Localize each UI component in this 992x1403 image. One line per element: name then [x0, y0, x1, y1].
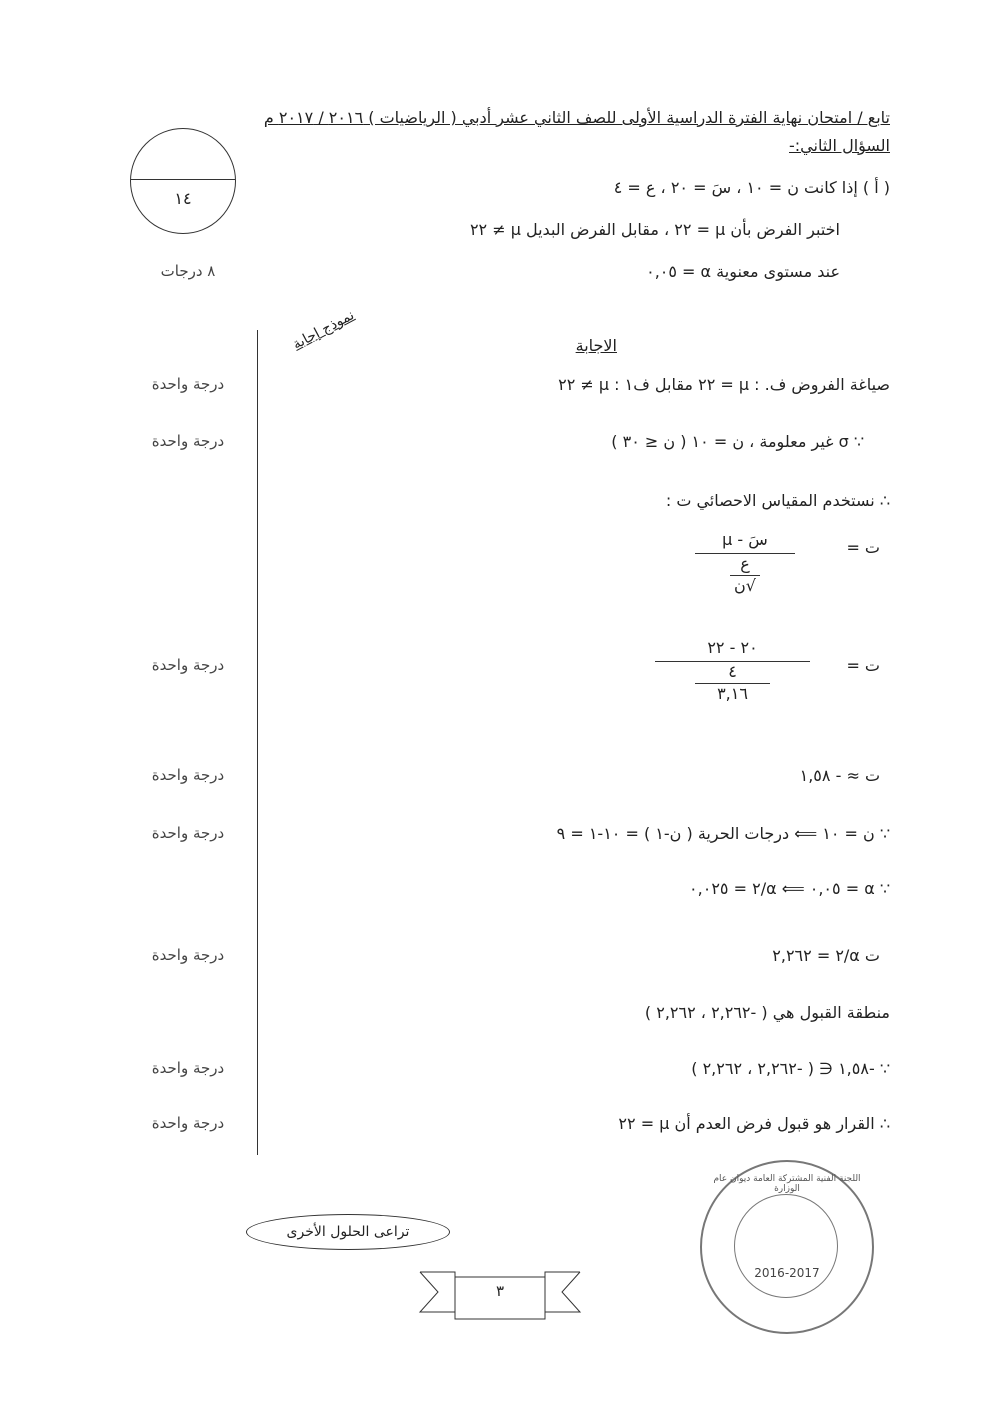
answer-line: ت ≈ - ١,٥٨ — [799, 766, 880, 785]
answer-line: ∴ نستخدم المقياس الاحصائي ت : — [665, 491, 890, 510]
mark-label: درجة واحدة — [151, 766, 225, 784]
formula-fraction — [695, 530, 795, 595]
mark-label: درجة واحدة — [151, 1059, 225, 1077]
formula-denominator-bottom: √ن — [730, 575, 760, 595]
mark-label: درجة واحدة — [151, 375, 225, 393]
answer-line: ∵ -١,٥٨ ∈ ( -٢,٢٦٢ ، ٢,٢٦٢ ) — [691, 1059, 890, 1078]
header-title: تابع / امتحان نهاية الفترة الدراسية الأولى للصف الثاني عشر أدبي ( الرياضيات ) ٢٠١٦ / ٢٠١٧ م — [263, 108, 890, 127]
answer-model-watermark: نموذج إجابة — [290, 307, 357, 353]
other-solutions-note: تراعى الحلول الأخرى — [246, 1214, 450, 1250]
formula-lhs: ت = — [846, 538, 880, 557]
page-number: ٣ — [495, 1282, 505, 1300]
hypothesis-test: اختبر الفرض بأن µ = ٢٢ ، مقابل الفرض البديل µ ≠ ٢٢ — [469, 220, 840, 239]
answer-line: ∴ القرار هو قبول فرض العدم أن µ = ٢٢ — [618, 1114, 890, 1133]
question-title: السؤال الثاني:- — [789, 136, 890, 155]
answer-line: ∵ σ غير معلومة ، ن = ١٠ ( ن ≤ ٣٠ ) — [611, 432, 864, 451]
score-value: ١٤ — [174, 189, 192, 208]
mark-label: درجة واحدة — [151, 1114, 225, 1132]
numeric-fraction — [655, 638, 810, 703]
answer-line: ت α/٢ = ٢,٢٦٢ — [772, 946, 880, 965]
total-marks: ٨ درجات — [160, 262, 216, 280]
numeric-denominator-top: ٤ — [655, 661, 810, 681]
mark-label: درجة واحدة — [151, 824, 225, 842]
answer-heading: الاجابة — [575, 336, 617, 355]
answer-line: ∵ α = ٠,٠٥ ⟸ α/٢ = ٠,٠٢٥ — [689, 879, 890, 898]
answer-line: صياغة الفروض ف. : µ = ٢٢ مقابل ف١ : µ ≠ ٢٢ — [558, 375, 890, 394]
score-circle — [130, 128, 236, 234]
mark-label: درجة واحدة — [151, 656, 225, 674]
formula-numerator: سَ - µ — [722, 530, 768, 549]
significance-level: عند مستوى معنوية α = ٠,٠٥ — [646, 262, 840, 281]
answer-line: منطقة القبول هي ( -٢,٢٦٢ ، ٢,٢٦٢ ) — [644, 1003, 890, 1022]
mark-label: درجة واحدة — [151, 946, 225, 964]
numeric-denominator-bottom: ٣,١٦ — [695, 683, 770, 703]
mark-label: درجة واحدة — [151, 432, 225, 450]
stamp-text: اللجنة الفنية المشتركة العامة ديوان عام الوزارة — [713, 1174, 861, 1194]
margin-divider — [257, 330, 258, 1155]
numeric-lhs: ت = — [846, 656, 880, 675]
given-values: ( أ ) إذا كانت ن = ١٠ ، سَ = ٢٠ ، ع = ٤ — [613, 178, 890, 197]
formula-denominator-top: ع — [695, 553, 795, 573]
official-stamp — [700, 1160, 874, 1334]
answer-line: ∵ ن = ١٠ ⟸ درجات الحرية ( ن-١ ) = ١٠-١ = ٩ — [556, 824, 890, 843]
numeric-numerator: ٢٠ - ٢٢ — [707, 638, 758, 657]
stamp-year: 2016-2017 — [754, 1266, 820, 1280]
